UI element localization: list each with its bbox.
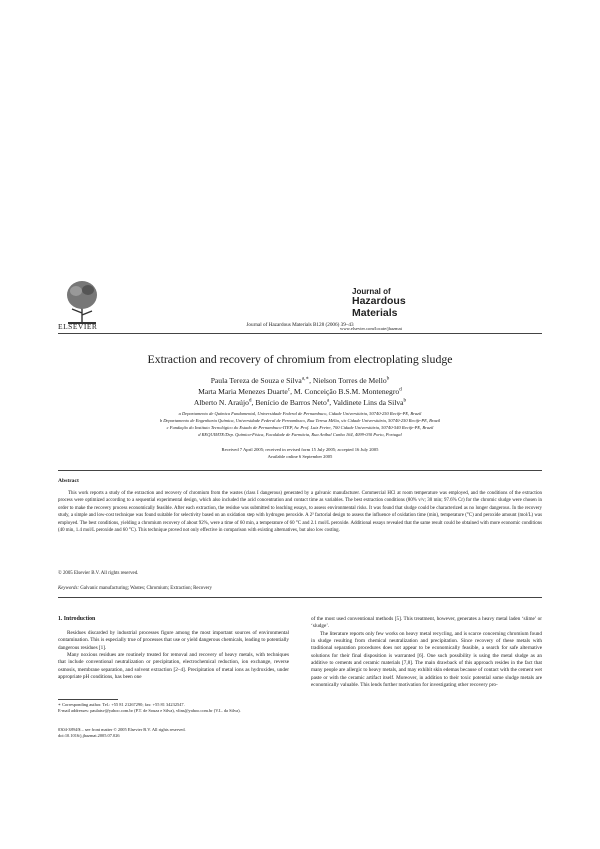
journal-logo-line: Journal of: [352, 287, 391, 296]
author-affiliation-mark: c: [287, 386, 291, 393]
journal-logo: [352, 287, 432, 319]
copyright-notice: © 2005 Elsevier B.V. All rights reserved.: [58, 571, 139, 576]
article-title: Extraction and recovery of chromium from electroplating sludge: [147, 352, 453, 366]
affiliation: c Fundação do Instituto Tecnológico do Estado de Pernambuco-ITEP, Av. Prof. Luiz Freire, 700 Cidade Universitária, 50740-540 Recife-PE, Brazil: [166, 425, 434, 430]
author-affiliation-mark: a: [326, 397, 330, 404]
abstract-bottom-divider: [58, 597, 542, 598]
abstract-top-divider: [58, 470, 542, 471]
affiliation: a Departamento de Química Fundamental, Universidade Federal de Pernambuco, Cidade Universitária, 50740-250 Recife-PE, Brazil: [178, 411, 422, 416]
journal-reference: Journal of Hazardous Materials B128 (2006) 39–43: [246, 322, 354, 328]
corresponding-author-note: ∗ Corresponding author. Tel.: +55 81 21267290; fax: +55 81 34232547.: [58, 702, 185, 707]
author-name: Alberto N. Araújo: [193, 398, 249, 407]
author-name: Marta Maria Menezes Duarte: [198, 387, 288, 396]
keywords-label: Keywords:: [58, 586, 80, 591]
paragraph: of the most used conventional methods [5]. This treatment, however, generates a heavy metal laden ‘slime’ or ‘sludge’.: [311, 616, 542, 630]
elsevier-tree-logo: [62, 275, 102, 327]
journal-url-link[interactable]: www.elsevier.com/locate/jhazmat: [340, 326, 402, 331]
journal-logo-line: Hazardous: [352, 295, 406, 307]
keywords-list: Galvanic manufacturing; Wastes; Chromium; Extraction; Recovery: [80, 586, 212, 591]
author-name: , M. Conceição B.S.M. Montenegro: [290, 387, 400, 396]
footnote-divider: [58, 699, 118, 700]
footnotes: [58, 702, 289, 714]
author-name: , Nielson Torres de Mello: [309, 376, 387, 385]
section-heading: 1. Introduction: [58, 616, 96, 622]
doi-link[interactable]: doi:10.1016/j.jhazmat.2005.07.026: [58, 733, 120, 739]
author-line: [0, 386, 600, 397]
affiliation: d REQUIMTE/Dep. Química-Física, Faculdade de Farmácia, Rua Aníbal Cunha 164, 4099-030 Porto, Portugal: [198, 432, 402, 437]
email-note: E-mail addresses: paulatsv@yahoo.com.br (P.T. de Souza e Silva), vlins@yahoo.com.br (V.L. da Silva).: [58, 708, 241, 714]
received-dates: Received 7 April 2005; received in revised form 15 July 2005; accepted 16 July 2005: [221, 447, 379, 452]
keywords: [58, 586, 212, 591]
author-name: Paula Tereza de Souza e Silva: [210, 376, 302, 385]
author-affiliation-mark: d: [399, 386, 402, 393]
issn-line: 0304-3894/$ – see front matter © 2005 Elsevier B.V. All rights reserved.: [58, 727, 186, 732]
author-affiliation-mark: a,∗: [301, 375, 310, 382]
journal-logo-line: Materials: [352, 306, 398, 319]
page-footer: [58, 727, 186, 739]
author-name: , Benício de Barros Neto: [251, 398, 327, 407]
publisher-name: ELSEVIER: [58, 322, 98, 331]
online-date: Available online 6 September 2005: [267, 454, 333, 459]
affiliation: b Departamento de Engenharia Química, Universidade Federal de Pernambuco, Rua Teresa Mélia, s/n Cidade Universitária, 50740-250 Recife-PE, Brazil: [159, 418, 441, 423]
author-line: [0, 375, 600, 386]
author-affiliation-mark: d: [248, 397, 252, 404]
author-name: , Valdinete Lins da Silva: [329, 398, 404, 407]
paragraph: Residues discarded by industrial processes figure among the most important sources of environmental contamination. This is especially true of processes that use or yield dangerous chemicals, leading to potentially dangerous residues [1].: [58, 630, 289, 651]
abstract-body: This work reports a study of the extraction and recovery of chromium from the wastes (class I dangerous) generated by a galvanic manufacturer. Commercial HCl at room temperature was employed, and the conditions of the extraction process were optimized according to a sequential experimental design, which also included the acid concentration and contact time as variables. The best extraction conditions (80% v/v; 30 min; 97.6% Cr) for the chromic sludge were chosen in order to make the recovery process economically feasible. After each extraction, the residue was submitted to leaching essays, to assess environmental risks. It was found that sludge could be characterized as no longer dangerous. In the recovery study, a simple and low-cost technique was found suitable for selectivity based on an oxidation step with hydrogen peroxide. A 2³ factorial design to assess the influence of oxidation time (min), temperature (°C) and peroxide amount (mol/L) was employed. The best conditions, yielding a chromium recovery of about 92%, were a time of 60 min, a temperature of 60 °C and 2.1 mol/L peroxide. Additional essays revealed that the same result could be obtained with more economic conditions (40 min, 1.4 mol/L peroxide and 60 °C). This technique proved not only effective in comparison with existing alternatives, but also low costing.: [58, 491, 542, 534]
paragraph: Many noxious residues are routinely treated for removal and recovery of heavy metals, with techniques that include conventional neutralization or precipitation, electrochemical reduction, ion exchange, reverse osmosis, membrane separation, and solvent extraction [2–4]. Precipitation of metal ions as hydroxides, under appropriate pH conditions, has been one: [58, 652, 289, 681]
author-affiliation-mark: b: [386, 375, 390, 382]
author-affiliation-mark: b: [403, 397, 407, 404]
paragraph: The literature reports only few works on heavy metal recycling, and is scarce concerning chromium found in sludge resulting from chemical neutralization and precipitation. Since recovery of these metals with traditional separation procedures does not appear to be economically feasible, a search for safe alternative solutions for their final disposition is warranted [6]. One such possibility is using the metal sludge as an additive to cements and ceramic materials [7,8]. The main drawback of this approach resides in the fact that many people are allergic to heavy metals, and may exhibit skin edemas because of contact with the cement wet paste or with the ceramic artifact itself. Moreover, in addition to their toxic potential some sludge metals are economically valuable. This lends further motivation for investigating other recovery pro-: [311, 630, 542, 689]
right-column: [311, 616, 542, 689]
left-column: [58, 630, 289, 681]
author-line: [0, 397, 600, 408]
abstract-heading: Abstract: [58, 478, 79, 484]
header-divider: [58, 333, 542, 334]
